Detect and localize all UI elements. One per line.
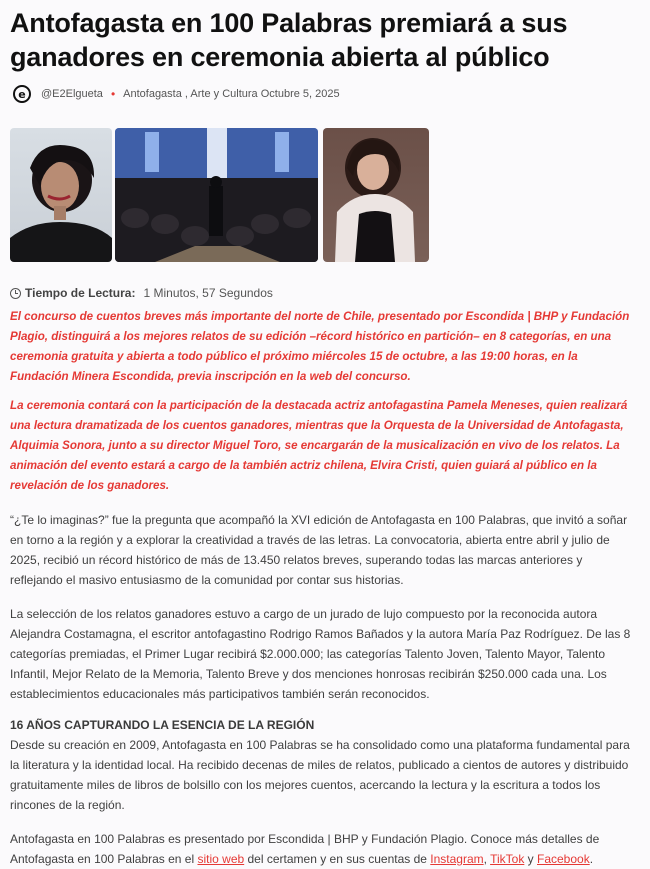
instagram-link[interactable]: Instagram — [430, 852, 484, 866]
article-title: Antofagasta en 100 Palabras premiará a sus ganadores en ceremonia abierta al público — [10, 8, 568, 72]
lead-paragraph: El concurso de cuentos breves más importante del norte de Chile, presentado por Escondida | BHP y Fundación Plagio, distinguirá a los mejores relatos de su edición –récord histórico en partición– en 8 categorías, en una ceremonia gratuita y abierta a todo público el próximo miércoles 15 de octubre, a las 19:00 horas, en la Fundación Minera Escondida, previa inscripción en la web del concurso. — [10, 310, 630, 383]
section-heading: 16 AÑOS CAPTURANDO LA ESENCIA DE LA REGIÓN — [10, 718, 315, 732]
separator-text: . — [589, 852, 594, 866]
clock-icon — [10, 288, 21, 299]
separator-text: , — [483, 852, 491, 866]
closing-text: Antofagasta en 100 Palabras es presentado por Escondida | BHP y Fundación Plagio. Conoce más detalles de Antofagasta en 100 Palabras en el — [10, 832, 600, 866]
body-paragraph: Desde su creación en 2009, Antofagasta en 100 Palabras se ha consolidado como una plataforma fundamental para la literatura y la identidad local. Ha recibido decenas de miles de relatos, publicado a cientos de autores y distribuido gratuitamente miles de libros de bolsillo con los mejores cuentos, acercando la lectura y la escritura a todos los rincones de la región. — [10, 738, 630, 812]
reading-time-label: Tiempo de Lectura: — [25, 286, 136, 300]
lead-paragraph: La ceremonia contará con la participación de la destacada actriz antofagastina Pamela Meneses, quien realizará una lectura dramatizada de los cuentos ganadores, mientras que la Orquesta de la Universidad de Antofagasta, Alquimia Sonora, junto a su director Miguel Toro, se encargarán de la musicalización en vivo de los relatos. La animación del evento estará a cargo de la también actriz chilena, Elvira Cristi, quien guiará al público en la revelación de los ganadores. — [10, 399, 628, 492]
website-link[interactable]: sitio web — [197, 852, 245, 866]
site-logo-icon[interactable]: e — [13, 85, 31, 103]
body-paragraph: “¿Te lo imaginas?” fue la pregunta que acompañó la XVI edición de Antofagasta en 100 Palabras, que invitó a soñar en torno a la región y a explorar la creatividad a través de las letras. La convocatoria, abierta entre abril y julio de 2025, recibió un récord histórico de más de 13.450 relatos breves, superando todas las marcas anteriores y reflejando el masivo entusiasmo de la comunidad por contar sus historias. — [10, 513, 628, 587]
bullet-separator: • — [110, 87, 116, 101]
closing-text: del certamen y en sus cuentas de — [244, 852, 431, 866]
category-date: Antofagasta , Arte y Cultura Octubre 5, 2025 — [123, 88, 340, 100]
separator-text: y — [524, 852, 537, 866]
facebook-link[interactable]: Facebook — [537, 852, 590, 866]
image-gallery — [10, 128, 638, 262]
body-paragraph: La selección de los relatos ganadores estuvo a cargo de un jurado de lujo compuesto por la reconocida autora Alejandra Costamagna, el escritor antofagastino Rodrigo Ramos Bañados y la autora María Paz Rodríguez. De las 8 categorías premiadas, el Primer Lugar recibirá $2.000.000; las categorías Talento Joven, Talento Mayor, Talento Infantil, Mejor Relato de la Memoria, Talento Breve y dos menciones honrosas recibirán $250.000 cada una. Los establecimientos educacionales más participativos también serán reconocidos. — [10, 607, 631, 701]
photo-orchestra[interactable] — [115, 128, 318, 262]
reading-time — [10, 286, 638, 300]
reading-time-value: 1 Minutos, 57 Segundos — [143, 286, 273, 300]
author-link[interactable]: @E2Elgueta — [41, 88, 103, 100]
photo-woman-curly-hair[interactable] — [323, 128, 429, 262]
photo-woman-dark-hair[interactable] — [10, 128, 112, 262]
article-meta — [10, 82, 638, 106]
tiktok-link[interactable]: TikTok — [490, 852, 525, 866]
closing-paragraph — [10, 829, 638, 869]
